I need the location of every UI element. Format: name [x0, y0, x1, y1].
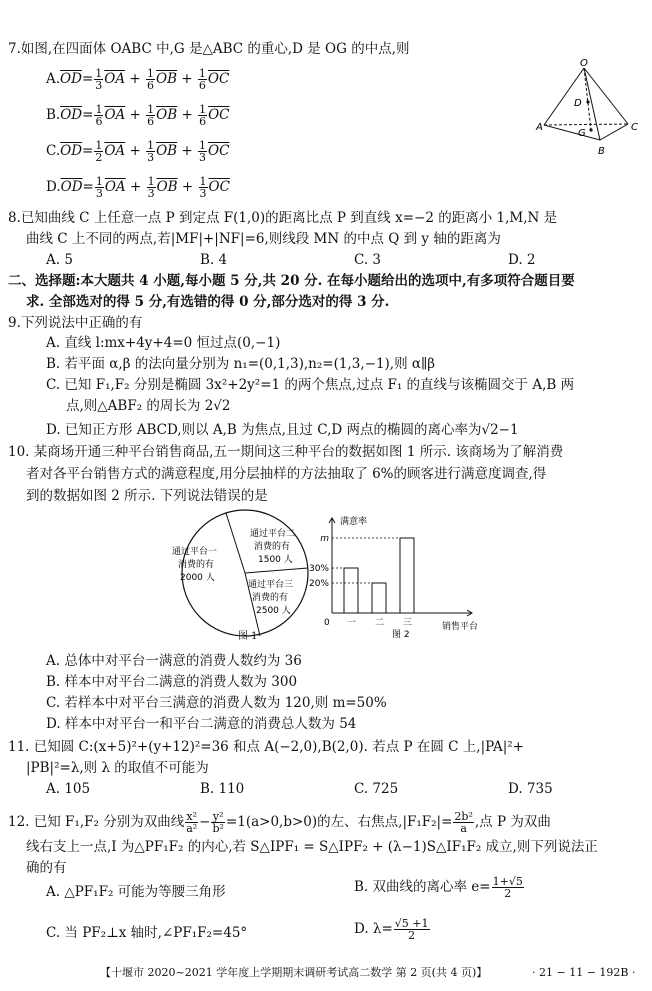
- pie-s2-l1: 通过平台二: [250, 529, 296, 539]
- footer-right: · 21 − 11 − 192B ·: [532, 966, 636, 979]
- q12-text-b: =1(a>0,b>0)的左、右焦点,|F₁F₂|=: [225, 814, 453, 830]
- q8-option-a: A. 5: [46, 252, 73, 268]
- label-a: A: [536, 122, 543, 133]
- q9-option-c-line2: 点,则△ABF₂ 的周长为 2√2: [66, 398, 231, 414]
- footer-left: 【十堰市 2020~2021 学年度上学期期末调研考试高二数学 第 2 页(共 4 页)】: [100, 966, 488, 979]
- q9-option-a: A. 直线 l:mx+4y+4=0 恒过点(0,−1): [46, 335, 281, 351]
- y-tick-label-1: 20%: [308, 579, 329, 589]
- category-label-3: 三: [403, 618, 413, 628]
- q11-option-d: D. 735: [508, 781, 553, 797]
- pie-s2-l3: 1500 人: [258, 555, 293, 565]
- bar-2: [372, 583, 386, 613]
- q12-text-c: ,点 P 为双曲: [474, 814, 551, 830]
- pie-s3-l3: 2500 人: [256, 606, 291, 616]
- q12-option-d: D. λ= $\frac{√5 +1}{2}$: [354, 917, 429, 942]
- label-o: O: [580, 58, 588, 69]
- q12-text-a: 12. 已知 F₁,F₂ 分别为双曲线: [8, 814, 185, 830]
- q12-line1: [8, 810, 551, 834]
- q8-option-b: B. 4: [200, 252, 228, 268]
- q7-option-b: $B.\overline{OD}=$ $\frac{1}{6}$ $\overline{OA}$ + $\frac{1}{6}$ $\overline{OB}$ + $\frac{1}{6}$ $\overline{OC}$: [46, 103, 230, 128]
- q12-option-a: A. △PF₁F₂ 可能为等腰三角形: [46, 884, 226, 900]
- bar-chart-figure: [308, 508, 492, 640]
- bar-3: [400, 538, 414, 613]
- q9-option-b: B. 若平面 α,β 的法向量分别为 n₁=(0,1,3),n₂=(1,3,−1),则 α∥β: [46, 356, 436, 372]
- q11-option-a: A. 105: [46, 781, 91, 797]
- q7-option-d: $D.\overline{OD}=$ $\frac{1}{3}$ $\overline{OA}$ + $\frac{1}{3}$ $\overline{OB}$ + $\frac{1}{3}$ $\overline{OC}$: [46, 175, 230, 200]
- category-label-1: 一: [347, 618, 357, 628]
- label-b: B: [598, 146, 605, 157]
- q7-stem: 7.如图,在四面体 OABC 中,G 是△ABC 的重心,D 是 OG 的中点,则: [8, 41, 410, 57]
- q8-option-d: D. 2: [508, 252, 536, 268]
- q7-option-c: $C.\overline{OD}=$ $\frac{1}{2}$ $\overline{OA}$ + $\frac{1}{3}$ $\overline{OB}$ + $\frac{1}{3}$ $\overline{OC}$: [46, 139, 230, 164]
- q12-line3: 确的有: [26, 860, 67, 876]
- pie-s1-l3: 2000 人: [180, 573, 215, 583]
- q10-option-d: D. 样本中对平台一和平台二满意的消费总人数为 54: [46, 716, 357, 732]
- pie-s3-l1: 通过平台三: [248, 580, 294, 590]
- y-axis-label: 满意率: [340, 517, 368, 527]
- y-tick-label-3: m: [320, 534, 329, 544]
- q12-option-c: C. 当 PF₂⊥x 轴时,∠PF₁F₂=45°: [46, 925, 248, 941]
- pie-caption: 图 1: [238, 631, 258, 642]
- q11-line1: 11. 已知圆 C:(x+5)²+(y+12)²=36 和点 A(−2,0),B(2,0). 若点 P 在圆 C 上,|PA|²+: [8, 739, 524, 755]
- q12-frac-x: $\frac{\text{x²}}{\text{a²}}$: [186, 810, 198, 835]
- q10-option-c: C. 若样本中对平台三满意的消费人数为 120,则 m=50%: [46, 695, 387, 711]
- q9-option-d: D. 已知正方形 ABCD,则以 A,B 为焦点,且过 C,D 两点的椭圆的离心率为√2−1: [46, 422, 519, 438]
- q9-stem: 9.下列说法中正确的有: [8, 315, 143, 331]
- q8-line2: 曲线 C 上不同的两点,若|MF|+|NF|=6,则线段 MN 的中点 Q 到 y 轴的距离为: [26, 231, 501, 247]
- pie-s1-l2: 消费的有: [178, 560, 215, 570]
- q12-line2: 线右支上一点,I 为△PF₁F₂ 的内心,若 S△IPF₁ = S△IPF₂ + (λ−1)S△IF₁F₂ 成立,则下列说法正: [26, 839, 598, 855]
- tetrahedron-figure: [536, 60, 646, 160]
- q12-minus: −: [199, 814, 211, 830]
- origin-label: 0: [324, 618, 330, 628]
- x-axis-label: 销售平台: [442, 622, 479, 632]
- section2-line2: 求. 全部选对的得 5 分,有选错的得 0 分,部分选对的得 3 分.: [26, 294, 390, 310]
- label-g: G: [578, 128, 586, 139]
- pie-chart-figure: [160, 508, 330, 648]
- pie-s1-l1: 通过平台一: [172, 547, 218, 557]
- q11-option-b: B. 110: [200, 781, 245, 797]
- bar-caption: 图 2: [392, 630, 410, 640]
- category-label-2: 二: [375, 618, 385, 628]
- pie-s3-l2: 消费的有: [252, 593, 289, 603]
- label-d: D: [574, 98, 582, 109]
- label-c: C: [631, 122, 638, 133]
- q11-option-c: C. 725: [354, 781, 399, 797]
- q8-line1: 8.已知曲线 C 上任意一点 P 到定点 F(1,0)的距离比点 P 到直线 x=−2 的距离小 1,M,N 是: [8, 210, 558, 226]
- q10-option-a: A. 总体中对平台一满意的消费人数约为 36: [46, 653, 302, 669]
- q12-frac-c: $\frac{\text{2b²}}{a}$: [454, 810, 473, 835]
- bar-1: [344, 568, 358, 613]
- q7-option-a: $A.\overline{OD}=$ $\frac{1}{3}$ $\overline{OA}$ + $\frac{1}{6}$ $\overline{OB}$ + $\frac{1}{6}$ $\overline{OC}$: [46, 67, 230, 92]
- q11-line2: |PB|²=λ,则 λ 的取值不可能为: [26, 760, 209, 776]
- q10-line3: 到的数据如图 2 所示. 下列说法错误的是: [26, 488, 268, 504]
- q10-line2: 者对各平台销售方式的满意程度,用分层抽样的方法抽取了 6%的顾客进行满意度调查,得: [26, 466, 547, 482]
- q10-option-b: B. 样本中对平台二满意的消费人数为 300: [46, 674, 298, 690]
- q12-option-b: B. 双曲线的离心率 e= $\frac{1+√5}{2}$: [354, 875, 523, 900]
- q12-frac-y: $\frac{\text{y²}}{\text{b²}}$: [212, 810, 224, 835]
- q10-line1: 10. 某商场开通三种平台销售商品,五一期间这三种平台的数据如图 1 所示. 该商场为了解消费: [8, 444, 564, 460]
- pie-s2-l2: 消费的有: [254, 542, 291, 552]
- q8-option-c: C. 3: [354, 252, 382, 268]
- q9-option-c-line1: C. 已知 F₁,F₂ 分别是椭圆 3x²+2y²=1 的两个焦点,过点 F₁ 的直线与该椭圆交于 A,B 两: [46, 377, 575, 393]
- section2-line1: 二、选择题:本大题共 4 小题,每小题 5 分,共 20 分. 在每小题给出的选项中,有多项符合题目要: [8, 273, 575, 289]
- y-tick-label-2: 30%: [308, 564, 329, 574]
